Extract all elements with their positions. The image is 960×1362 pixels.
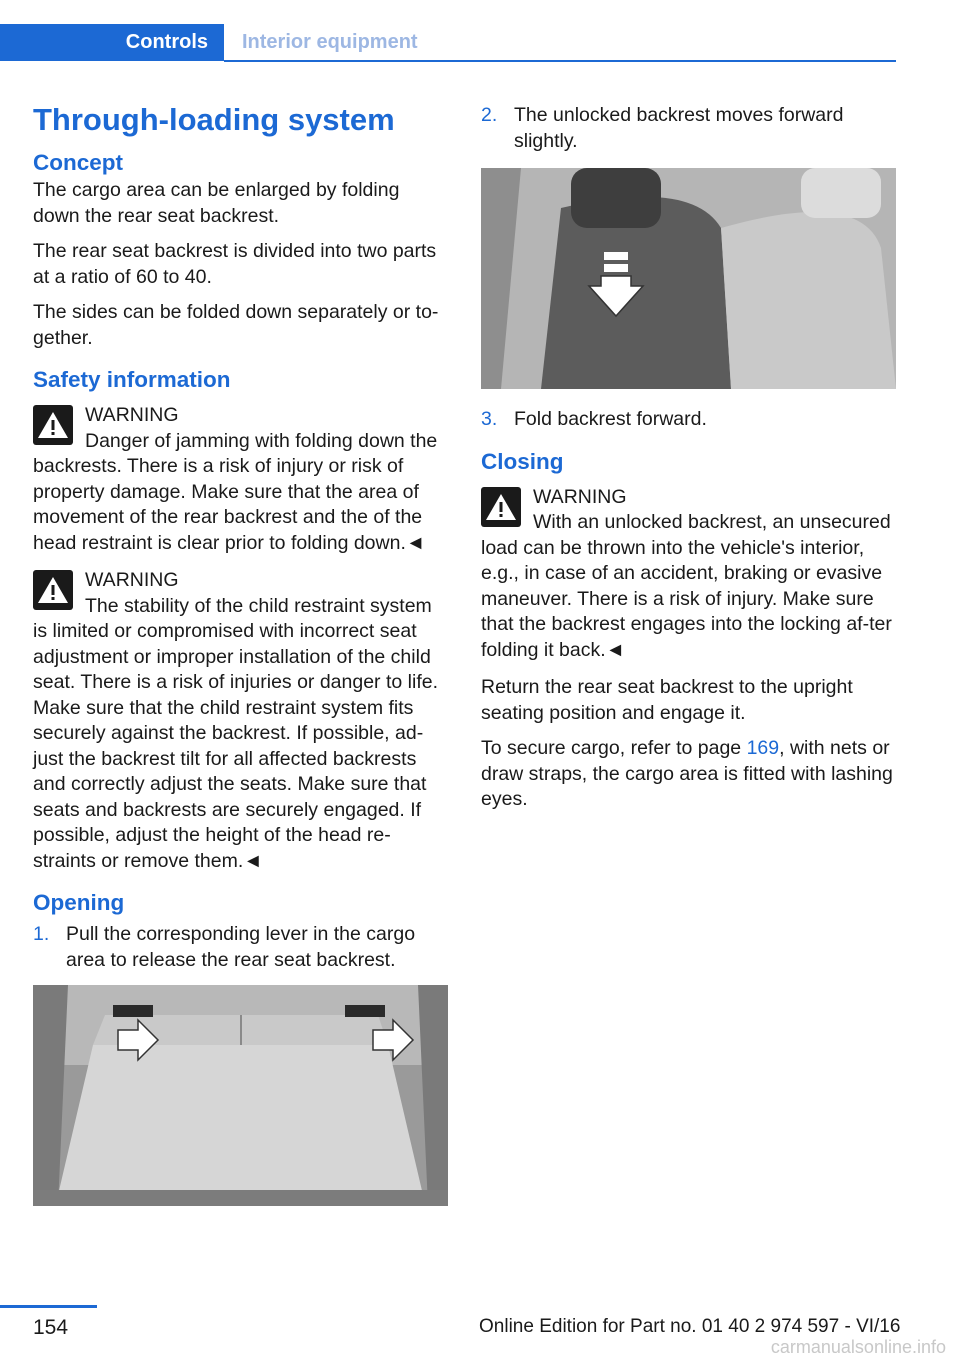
- closing-heading: Closing: [481, 448, 564, 474]
- opening-steps: [33, 922, 448, 973]
- warning-3-title: WARNING: [533, 485, 627, 508]
- warning-3-text: With an unlocked backrest, an unsecured load can be thrown into the vehicle's interior, e.g., in case of an accident, braking or evasive maneuver. There is a risk of injury. Make sure that the backrest engages into the locking af‐ter folding it back.◄: [481, 511, 892, 661]
- list-item: [481, 103, 896, 154]
- concept-paragraph-3: The sides can be folded down separately or to‐gether.: [33, 301, 439, 349]
- edition-footer: Online Edition for Part no. 01 40 2 974 597 - VI/16: [479, 1316, 901, 1337]
- list-item: [481, 407, 896, 433]
- tab-interior-equipment[interactable]: [242, 24, 418, 61]
- tab-controls[interactable]: [0, 24, 224, 61]
- tab-interior-equipment-label: Interior equipment: [242, 31, 418, 53]
- opening-steps-final: [481, 407, 896, 433]
- cargo-area-lever-figure: [33, 985, 448, 1206]
- page-number-divider: [0, 1305, 97, 1308]
- page-title: Through-loading system: [33, 102, 395, 137]
- step-text: The unlocked backrest moves forward slightly.: [514, 104, 844, 152]
- step-number: 3.: [481, 408, 498, 430]
- opening-steps-continued: [481, 103, 896, 154]
- closing-text-before-link: To secure cargo, refer to page: [481, 737, 747, 759]
- closing-paragraph-2: [481, 736, 896, 813]
- warning-1-title: WARNING: [85, 404, 179, 426]
- warning-triangle-icon: [481, 487, 521, 527]
- left-column: [33, 100, 448, 1224]
- step-number: 2.: [481, 104, 498, 126]
- header-divider: [224, 60, 896, 62]
- watermark: carmanualsonline.info: [770, 1337, 946, 1357]
- concept-heading: Concept: [33, 150, 123, 175]
- step-number: 1.: [33, 923, 50, 945]
- warning-triangle-icon: [33, 570, 73, 610]
- warning-box-1: [33, 403, 448, 556]
- step-text: Pull the corresponding lever in the cargo area to release the rear seat backrest.: [66, 923, 416, 971]
- warning-2-text: The stability of the child restraint system is limited or compromised with incorrect seat adjustment or improper installation of the child seat. There is a risk of injuries or danger to life. Make sure that the child restraint system fits securely against the backrest. If possible, ad‐just the backrest tilt for all affected backrests and correctly adjust the seats. Make sure that seats and backrests are securely engaged. If possible, adjust the height of the head re‐straints or remove them.◄: [33, 594, 438, 872]
- safety-heading: Safety information: [33, 367, 231, 392]
- warning-box-3: [481, 485, 896, 664]
- concept-paragraph-1: The cargo area can be enlarged by folding down the rear seat backrest.: [33, 179, 400, 227]
- list-item: [33, 922, 448, 973]
- backrest-unlocked-figure: [481, 168, 896, 389]
- page-169-link[interactable]: 169: [746, 737, 780, 759]
- page-number: 154: [33, 1316, 69, 1339]
- opening-heading: Opening: [33, 890, 125, 915]
- concept-paragraph-2: The rear seat backrest is divided into two parts at a ratio of 60 to 40.: [33, 240, 437, 288]
- closing-text-after-link: , with nets or draw straps, the cargo area is fitted with lashing eyes.: [481, 737, 893, 810]
- warning-1-text: Danger of jamming with folding down the backrests. There is a risk of injury or risk of property damage. Make sure that the area of movement of the rear backrest and the of the head restraint is clear prior to folding down.◄: [33, 429, 438, 554]
- warning-2-title: WARNING: [85, 569, 179, 591]
- tab-controls-label: Controls: [125, 31, 208, 53]
- right-column: [481, 100, 896, 823]
- warning-box-2: [33, 568, 448, 874]
- warning-triangle-icon: [33, 405, 73, 445]
- step-text: Fold backrest forward.: [514, 408, 707, 430]
- closing-paragraph-1: Return the rear seat backrest to the upright seating position and engage it.: [481, 676, 853, 724]
